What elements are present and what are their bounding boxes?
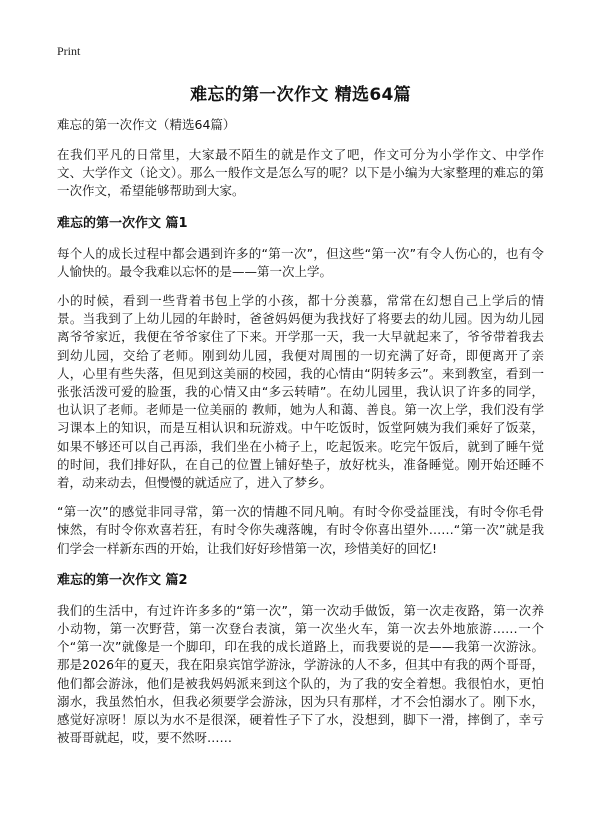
intro-paragraph: 在我们平凡的日常里，大家最不陌生的就是作文了吧，作文可分为小学作文、中学作文、大学作文（论文）。那么一般作文是怎么写的呢？以下是小编为大家整理的难忘的第一次作文，希望能够帮助到大家。 bbox=[57, 147, 544, 199]
document-subtitle: 难忘的第一次作文（精选64篇） bbox=[57, 117, 236, 132]
section-heading-1: 难忘的第一次作文 篇1 bbox=[57, 215, 188, 231]
print-link[interactable]: Print bbox=[57, 44, 81, 58]
section-heading-2: 难忘的第一次作文 篇2 bbox=[57, 572, 188, 588]
section-1-paragraph-3: “第一次”的感觉非同寻常，第一次的情趣不同凡响。有时令你受益匪浅，有时令你毛骨悚然，有时令你欢喜若狂，有时令你失魂落魄，有时令你喜出望外……“第一次”就是我们学会一样新东西的开始，让我们好好珍惜第一次，珍惜美好的回忆! bbox=[57, 504, 544, 556]
section-1-paragraph-1: 每个人的成长过程中都会遇到许多的“第一次”，但这些“第一次”有令人伤心的，也有令人愉快的。最令我难以忘怀的是——第一次上学。 bbox=[57, 245, 544, 279]
section-2-paragraph-1: 我们的生活中，有过许许多多的“第一次”，第一次动手做饭，第一次走夜路，第一次养小动物，第一次野营，第一次登台表演，第一次坐火车，第一次去外地旅游……一个个“第一次”就像是一个脚印，印在我的成长道路上，而我要说的是——我第一次游泳。那是2026年的夏天，我在阳泉宾馆学游泳，学游泳的人不多，但其中有我的两个哥哥，他们都会游泳，他们是被我妈妈派来到这个队的，为了我的安全着想。我很怕水，更怕溺水，我虽然怕水，但我必须要学会游泳，因为只有那样，才不会怕溺水了。刚下水，感觉好凉呀！原以为水不是很深，硬着性子下了水，没想到，脚下一滑，摔倒了，幸亏被哥哥就起，哎，要不然呀…… bbox=[57, 602, 544, 746]
document-title: 难忘的第一次作文 精选64篇 bbox=[190, 85, 411, 105]
section-1-paragraph-2: 小的时候，看到一些背着书包上学的小孩，都十分羡慕，常常在幻想自己上学后的情景。当我到了上幼儿园的年龄时，爸爸妈妈便为我找好了将要去的幼儿园。因为幼儿园离爷爷家近，我便在爷爷家住了下来。开学那一天，我一大早就起来了，爷爷带着我去到幼儿园，交给了老师。刚到幼儿园，我便对周围的一切充满了好奇，即便离开了亲人，心里有些失落，但见到这美丽的校园，我的心情由“阴转多云”。来到教室，看到一张张活泼可爱的脸蛋，我的心情又由“多云转晴”。在幼儿园里，我认识了许多的同学，也认识了老师。老师是一位美丽的 教师，她为人和蔼、善良。第一次上学，我们没有学习课本上的知识，而是互相认识和玩游戏。中午吃饭时，饭堂阿姨为我们乘好了饭菜，如果不够还可以自己再添，我们坐在小椅子上，吃起饭来。吃完午饭后，就到了睡午觉的时间，我们排好队，在自己的位置上铺好垫子，放好枕头，准备睡觉。刚开始还睡不着，动来动去，但慢慢的就适应了，进入了梦乡。 bbox=[57, 293, 544, 491]
